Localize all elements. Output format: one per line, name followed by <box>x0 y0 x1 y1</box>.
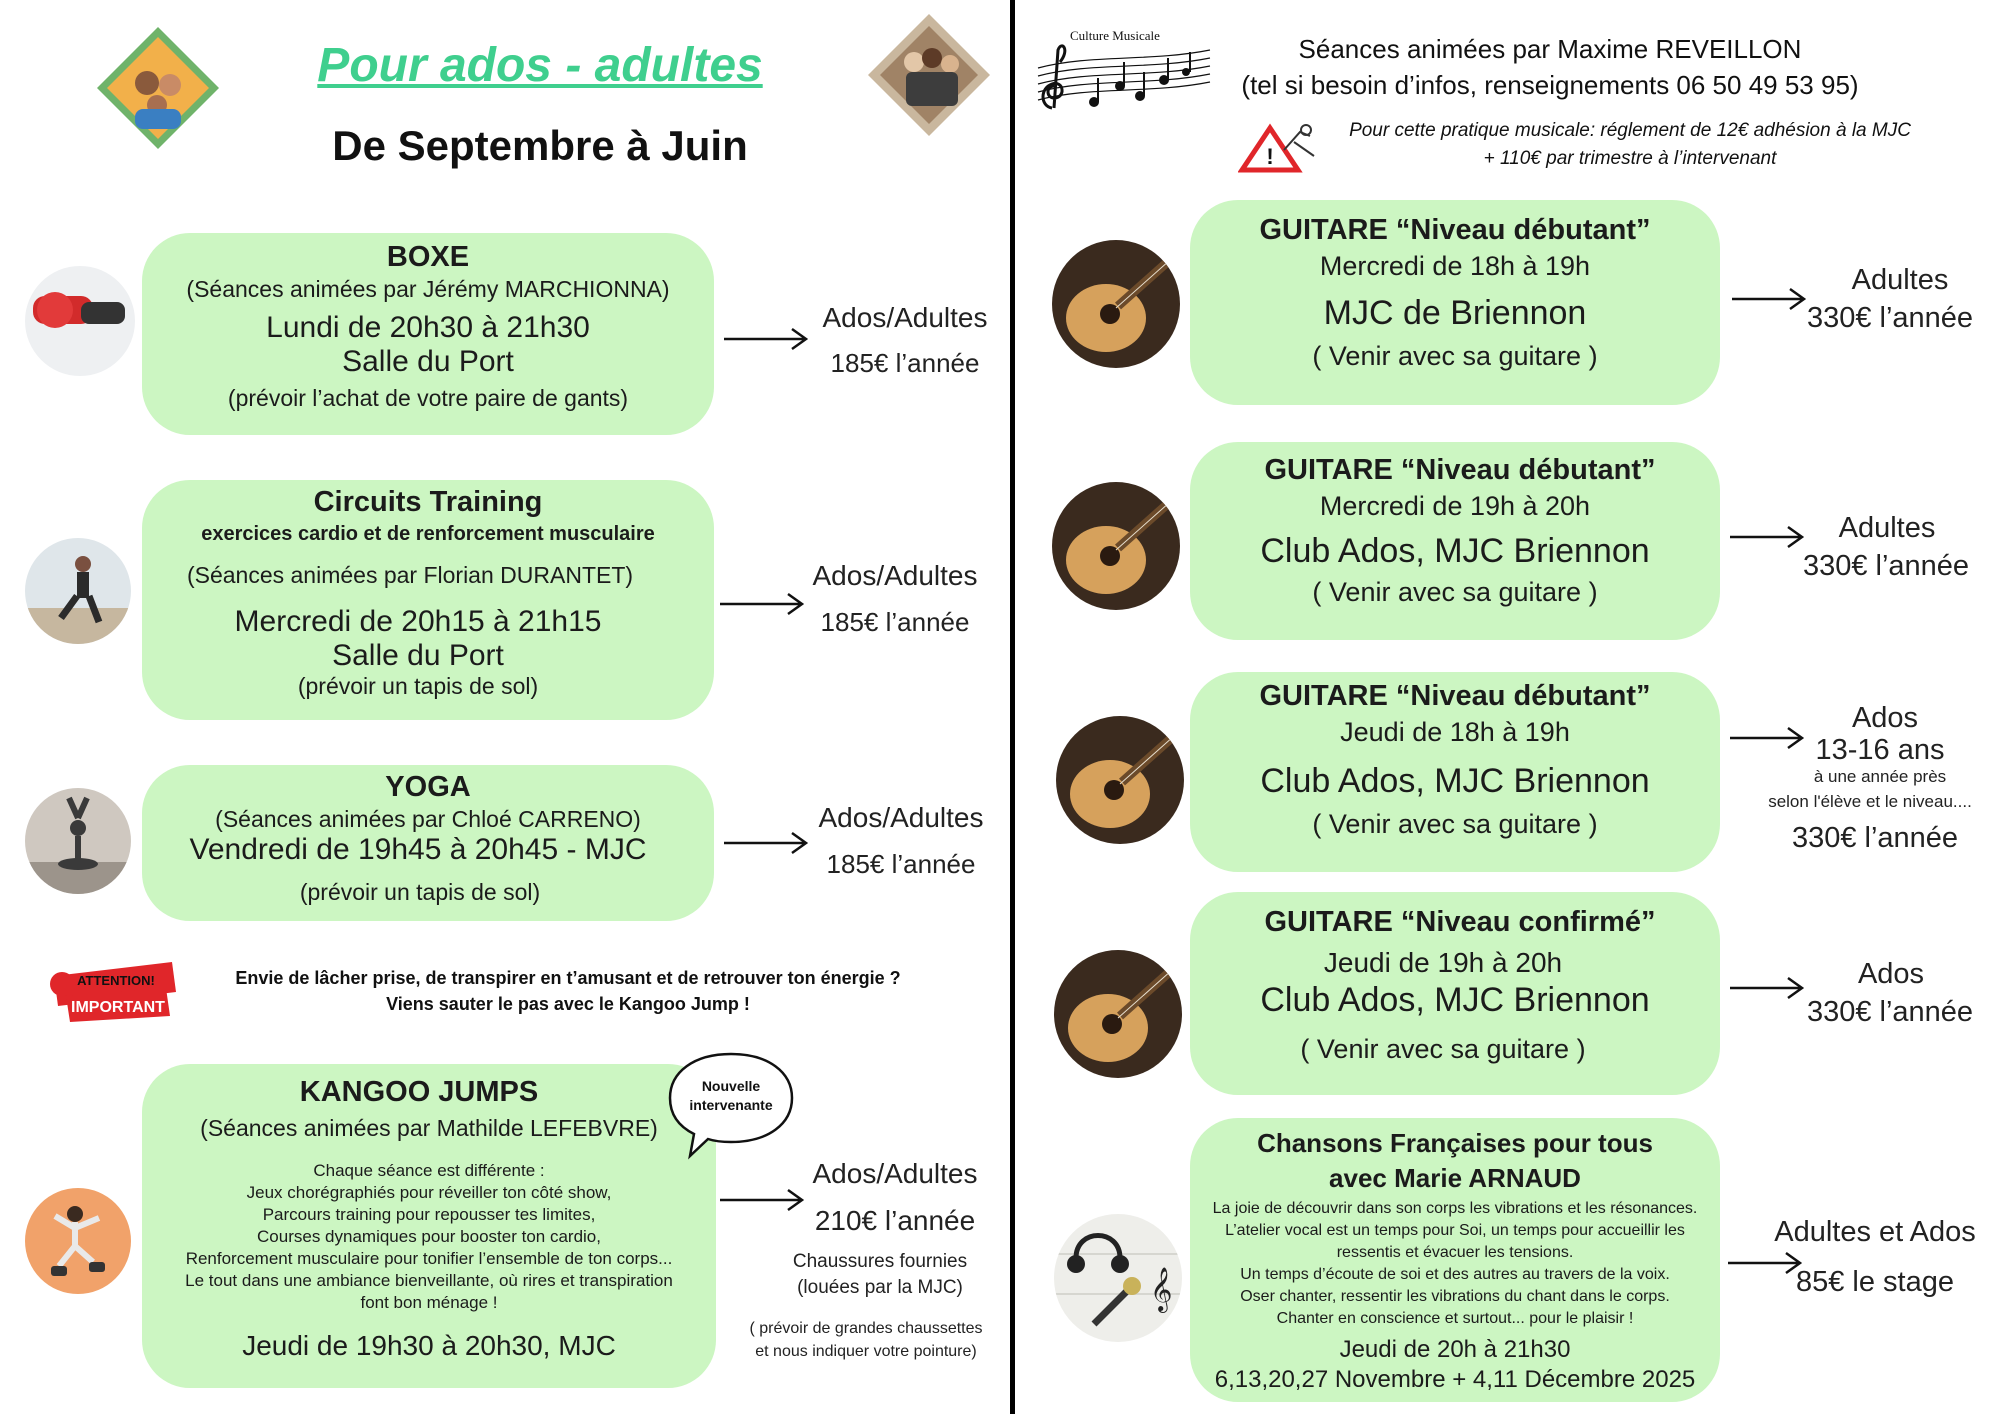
music-payment-2: + 110€ par trimestre à l’intervenant <box>1483 148 1777 169</box>
kangoo-extra-1: Chaussures fournies <box>792 1251 968 1272</box>
circuits-price: 185€ l’année <box>820 607 970 637</box>
kangoo-extra-3: ( prévoir de grandes chaussettes <box>749 1320 983 1337</box>
group-photo-diamond <box>95 25 221 151</box>
kangoo-arrow <box>718 1187 808 1213</box>
boxe-note: (prévoir l’achat de votre paire de gants) <box>227 385 629 411</box>
boxe-card <box>142 233 714 435</box>
guitar-3-card <box>1190 672 1720 872</box>
attention-line-1: Envie de lâcher prise, de transpirer en t’amusant et de retrouver ton énergie ? <box>235 968 901 988</box>
kangoo-extra-4: et nous indiquer votre pointure) <box>755 1343 977 1360</box>
attention-badge <box>40 952 182 1028</box>
chansons-desc-line: La joie de découvrir dans son corps les vibrations et les résonances. <box>1212 1200 1698 1217</box>
warning-sign-icon <box>1238 120 1318 176</box>
guitar-1-place: MJC de Briennon <box>1323 294 1587 332</box>
boxe-time: Lundi de 20h30 à 21h30 <box>266 311 590 344</box>
chansons-desc-line: Oser chanter, ressentir les vibrations du chant dans le corps. <box>1240 1288 1670 1305</box>
boxe-price: 185€ l’année <box>830 348 980 378</box>
guitar-photo-2 <box>1052 482 1180 610</box>
kangoo-time: Jeudi de 19h30 à 20h30, MJC <box>242 1330 616 1361</box>
svg-text:!: ! <box>1266 144 1274 169</box>
yoga-audience: Ados/Adultes <box>818 802 984 833</box>
kangoo-desc-line: Jeux chorégraphiés pour réveiller ton côté show, <box>246 1183 612 1202</box>
chansons-desc-line: L’atelier vocal est un temps pour Soi, un temps pour accueillir les <box>1225 1222 1685 1239</box>
guitar-4-time: Jeudi de 19h à 20h <box>1323 947 1563 978</box>
bubble-line-1: Nouvelle <box>701 1078 761 1094</box>
kangoo-animator: (Séances animées par Mathilde LEFEBVRE) <box>200 1115 658 1141</box>
guitar-3-title: GUITARE “Niveau débutant” <box>1259 680 1651 712</box>
attention-badge-line1: ATTENTION! <box>77 973 155 988</box>
kangoo-desc-line: Parcours training pour repousser tes limites, <box>262 1205 596 1224</box>
boxe-place: Salle du Port <box>342 345 514 378</box>
period-heading: De Septembre à Juin <box>332 122 748 169</box>
circuits-animator: (Séances animées par Florian DURANTET) <box>186 562 634 588</box>
center-divider <box>1010 0 1015 1414</box>
guitar-4-place: Club Ados, MJC Briennon <box>1260 981 1650 1019</box>
circuits-audience: Ados/Adultes <box>812 560 978 591</box>
music-logo-text: Culture Musicale <box>1070 28 1160 43</box>
circuits-place: Salle du Port <box>332 639 504 672</box>
guitar-3-age-note-1: à une année près <box>1813 767 1947 786</box>
guitar-4-card <box>1190 892 1720 1095</box>
attention-badge-line2: IMPORTANT <box>71 999 165 1016</box>
guitar-2-time: Mercredi de 19h à 20h <box>1319 491 1591 521</box>
guitar-4-audience: Ados <box>1857 958 1925 990</box>
music-payment-1: Pour cette pratique musicale: réglement de 12€ adhésion à la MJC <box>1349 120 1911 141</box>
chansons-card <box>1190 1118 1720 1402</box>
circuits-card <box>142 480 714 720</box>
guitar-2-price: 330€ l’année <box>1802 550 1970 582</box>
circuits-subtitle: exercices cardio et de renforcement musculaire <box>201 523 655 545</box>
guitar-1-note: ( Venir avec sa guitare ) <box>1312 341 1598 371</box>
chansons-desc-line: ressentis et évacuer les tensions. <box>1336 1244 1574 1261</box>
guitar-2-audience: Adultes <box>1838 512 1936 544</box>
guitar-3-age: 13-16 ans <box>1815 734 1945 766</box>
chansons-title-1: Chansons Françaises pour tous <box>1257 1128 1653 1158</box>
kangoo-desc-line: Renforcement musculaire pour tonifier l’ensemble de ton corps... <box>185 1249 673 1268</box>
circuits-title: Circuits Training <box>313 486 543 518</box>
guitar-3-price: 330€ l’année <box>1791 822 1959 854</box>
chansons-price: 85€ le stage <box>1795 1266 1954 1298</box>
guitar-3-audience: Ados <box>1851 702 1919 734</box>
yoga-arrow <box>722 830 812 856</box>
guitar-2-card <box>1190 442 1720 640</box>
chansons-desc-line: Un temps d’écoute de soi et des autres au travers de la voix. <box>1240 1266 1670 1283</box>
chansons-time: Jeudi de 20h à 21h30 <box>1339 1336 1571 1363</box>
guitar-photo-3 <box>1056 716 1184 844</box>
circuits-photo <box>25 538 131 644</box>
guitar-1-card <box>1190 200 1720 405</box>
yoga-animator: (Séances animées par Chloé CARRENO) <box>215 806 641 832</box>
yoga-photo <box>25 788 131 894</box>
kangoo-audience: Ados/Adultes <box>812 1158 978 1189</box>
kangoo-extra-2: (louées par la MJC) <box>797 1277 963 1298</box>
kangoo-photo <box>25 1188 131 1294</box>
boxing-photo <box>25 266 135 376</box>
boxe-title: BOXE <box>386 241 470 273</box>
guitar-2-title: GUITARE “Niveau débutant” <box>1264 454 1656 486</box>
kangoo-desc-line: Chaque séance est différente : <box>313 1161 545 1180</box>
guitar-1-title: GUITARE “Niveau débutant” <box>1259 214 1651 246</box>
guitar-4-title: GUITARE “Niveau confirmé” <box>1264 906 1656 938</box>
people-photo-diamond <box>866 12 992 138</box>
boxe-arrow <box>722 326 812 352</box>
guitar-4-note: ( Venir avec sa guitare ) <box>1300 1034 1586 1064</box>
kangoo-desc-line: Le tout dans une ambiance bienveillante, où rires et transpiration <box>185 1271 673 1290</box>
boxe-animator: (Séances animées par Jérémy MARCHIONNA) <box>186 276 670 302</box>
chansons-title-2: avec Marie ARNAUD <box>1329 1163 1581 1193</box>
page-title: Pour ados - adultes <box>317 39 763 92</box>
kangoo-title: KANGOO JUMPS <box>299 1076 539 1108</box>
singing-photo <box>1054 1214 1182 1342</box>
guitar-3-time: Jeudi de 18h à 19h <box>1340 717 1570 747</box>
bubble-line-2: intervenante <box>689 1097 773 1113</box>
guitar-1-audience: Adultes <box>1851 264 1949 296</box>
guitar-photo-4 <box>1054 950 1182 1078</box>
guitar-1-price: 330€ l’année <box>1806 302 1974 334</box>
attention-line-2: Viens sauter le pas avec le Kangoo Jump ! <box>386 994 750 1014</box>
boxe-audience: Ados/Adultes <box>822 302 988 333</box>
chansons-dates: 6,13,20,27 Novembre + 4,11 Décembre 2025 <box>1214 1366 1696 1393</box>
svg-text:𝄞: 𝄞 <box>1150 1267 1173 1311</box>
yoga-time: Vendredi de 19h45 à 20h45 - MJC <box>189 833 647 866</box>
guitar-2-note: ( Venir avec sa guitare ) <box>1312 577 1598 607</box>
new-instructor-bubble <box>664 1048 798 1160</box>
kangoo-card <box>142 1064 716 1388</box>
kangoo-price: 210€ l’année <box>814 1205 976 1236</box>
guitar-photo-1 <box>1052 240 1180 368</box>
yoga-price: 185€ l’année <box>826 849 976 879</box>
chansons-audience: Adultes et Ados <box>1774 1216 1976 1248</box>
yoga-title: YOGA <box>385 771 471 803</box>
music-contact-2: (tel si besoin d’infos, renseignements 06 50 49 53 95) <box>1241 70 1859 100</box>
chansons-desc-line: Chanter en conscience et surtout... pour le plaisir ! <box>1276 1310 1634 1327</box>
kangoo-desc-line: font bon ménage ! <box>360 1293 498 1312</box>
music-contact-1: Séances animées par Maxime REVEILLON <box>1298 34 1802 64</box>
yoga-note: (prévoir un tapis de sol) <box>299 879 541 905</box>
circuits-time: Mercredi de 20h15 à 21h15 <box>234 605 602 638</box>
guitar-3-place: Club Ados, MJC Briennon <box>1260 762 1650 800</box>
guitar-3-note: ( Venir avec sa guitare ) <box>1312 809 1598 839</box>
guitar-1-time: Mercredi de 18h à 19h <box>1319 251 1591 281</box>
kangoo-desc-line: Courses dynamiques pour booster ton cardio, <box>257 1227 601 1246</box>
guitar-2-place: Club Ados, MJC Briennon <box>1260 532 1650 570</box>
guitar-3-age-note-2: selon l'élève et le niveau.... <box>1768 792 1972 811</box>
circuits-note: (prévoir un tapis de sol) <box>297 673 539 699</box>
circuits-arrow <box>718 591 808 617</box>
guitar-4-price: 330€ l’année <box>1806 996 1974 1028</box>
yoga-card <box>142 765 714 921</box>
